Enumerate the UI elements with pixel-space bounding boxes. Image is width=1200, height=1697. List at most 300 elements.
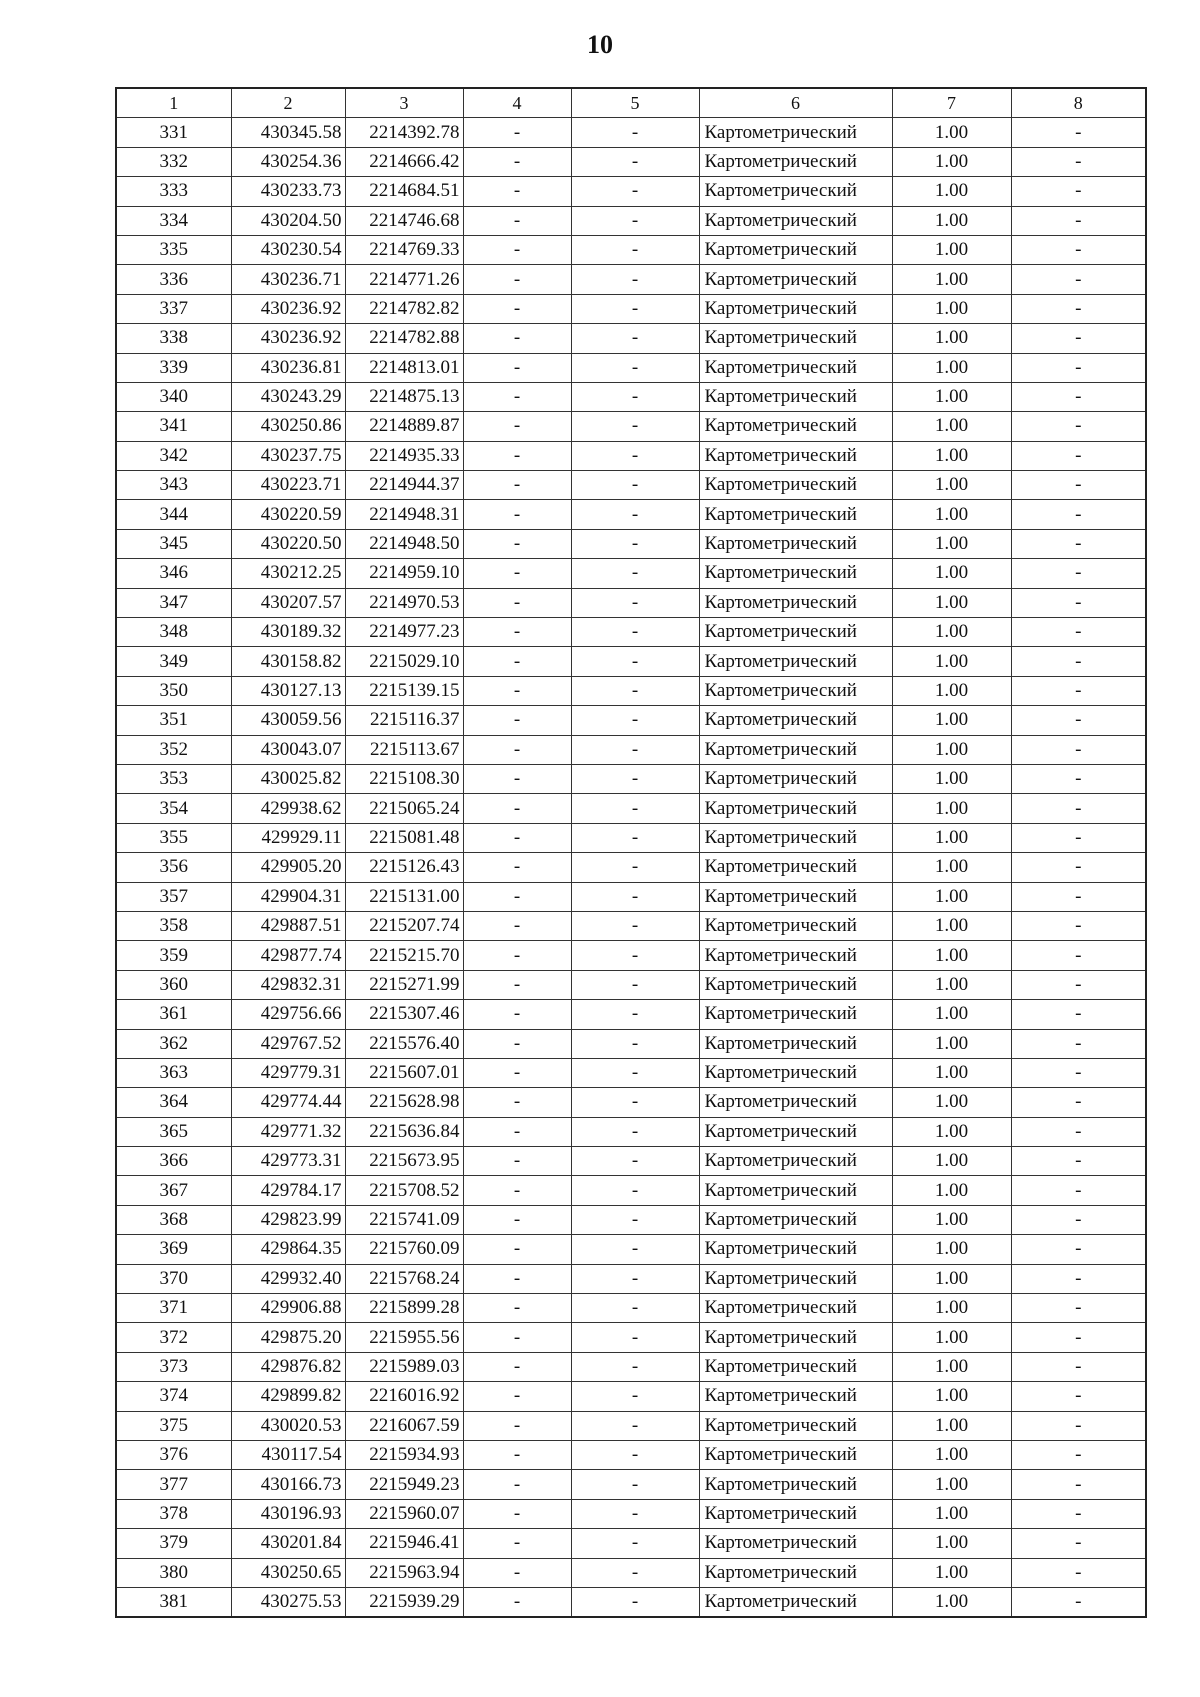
cell-y-coordinate: 2214944.37 <box>345 471 463 500</box>
cell-col-5: - <box>571 1294 699 1323</box>
cell-col-4: - <box>463 500 571 529</box>
cell-y-coordinate: 2214666.42 <box>345 147 463 176</box>
table-row <box>116 1323 1146 1352</box>
table-row <box>116 676 1146 705</box>
cell-point-number: 372 <box>116 1323 231 1352</box>
table-row <box>116 1411 1146 1440</box>
cell-x-coordinate: 429779.31 <box>231 1058 345 1087</box>
cell-method: Картометрический <box>699 1029 892 1058</box>
cell-accuracy: 1.00 <box>892 412 1011 441</box>
cell-col-8: - <box>1011 1235 1146 1264</box>
cell-col-5: - <box>571 559 699 588</box>
cell-point-number: 338 <box>116 324 231 353</box>
header-cell-method: 6 <box>699 88 892 118</box>
cell-point-number: 339 <box>116 353 231 382</box>
cell-accuracy: 1.00 <box>892 735 1011 764</box>
cell-y-coordinate: 2214977.23 <box>345 618 463 647</box>
cell-point-number: 369 <box>116 1235 231 1264</box>
cell-method: Картометрический <box>699 588 892 617</box>
table-row <box>116 1440 1146 1469</box>
cell-accuracy: 1.00 <box>892 559 1011 588</box>
cell-col-5: - <box>571 1058 699 1087</box>
cell-point-number: 368 <box>116 1205 231 1234</box>
cell-y-coordinate: 2214948.31 <box>345 500 463 529</box>
cell-col-8: - <box>1011 294 1146 323</box>
cell-method: Картометрический <box>699 324 892 353</box>
cell-y-coordinate: 2215939.29 <box>345 1587 463 1617</box>
cell-method: Картометрический <box>699 471 892 500</box>
cell-col-5: - <box>571 500 699 529</box>
cell-y-coordinate: 2215207.74 <box>345 911 463 940</box>
cell-col-8: - <box>1011 118 1146 147</box>
header-cell-col-4: 4 <box>463 88 571 118</box>
cell-col-8: - <box>1011 1352 1146 1381</box>
cell-accuracy: 1.00 <box>892 618 1011 647</box>
cell-point-number: 336 <box>116 265 231 294</box>
cell-x-coordinate: 429899.82 <box>231 1382 345 1411</box>
cell-col-8: - <box>1011 559 1146 588</box>
cell-col-5: - <box>571 853 699 882</box>
cell-col-8: - <box>1011 706 1146 735</box>
cell-col-5: - <box>571 147 699 176</box>
cell-y-coordinate: 2215934.93 <box>345 1440 463 1469</box>
cell-col-8: - <box>1011 794 1146 823</box>
table-row <box>116 1264 1146 1293</box>
cell-col-4: - <box>463 618 571 647</box>
cell-col-5: - <box>571 1264 699 1293</box>
cell-col-8: - <box>1011 147 1146 176</box>
cell-y-coordinate: 2215126.43 <box>345 853 463 882</box>
cell-col-5: - <box>571 618 699 647</box>
cell-x-coordinate: 429904.31 <box>231 882 345 911</box>
cell-method: Картометрический <box>699 441 892 470</box>
cell-col-4: - <box>463 1352 571 1381</box>
cell-col-5: - <box>571 1587 699 1617</box>
cell-method: Картометрический <box>699 1117 892 1146</box>
cell-col-5: - <box>571 294 699 323</box>
cell-x-coordinate: 429938.62 <box>231 794 345 823</box>
cell-x-coordinate: 430059.56 <box>231 706 345 735</box>
cell-y-coordinate: 2215963.94 <box>345 1558 463 1587</box>
cell-col-4: - <box>463 1499 571 1528</box>
table-row <box>116 177 1146 206</box>
cell-col-4: - <box>463 1587 571 1617</box>
cell-col-8: - <box>1011 1587 1146 1617</box>
table-row <box>116 1587 1146 1617</box>
table-row <box>116 294 1146 323</box>
cell-accuracy: 1.00 <box>892 882 1011 911</box>
table-row <box>116 911 1146 940</box>
cell-method: Картометрический <box>699 500 892 529</box>
cell-point-number: 347 <box>116 588 231 617</box>
cell-col-4: - <box>463 882 571 911</box>
cell-x-coordinate: 429832.31 <box>231 970 345 999</box>
cell-accuracy: 1.00 <box>892 118 1011 147</box>
cell-y-coordinate: 2215139.15 <box>345 676 463 705</box>
cell-method: Картометрический <box>699 676 892 705</box>
cell-y-coordinate: 2215955.56 <box>345 1323 463 1352</box>
cell-col-8: - <box>1011 382 1146 411</box>
cell-y-coordinate: 2215607.01 <box>345 1058 463 1087</box>
cell-col-8: - <box>1011 1029 1146 1058</box>
cell-col-4: - <box>463 1117 571 1146</box>
table-row <box>116 1176 1146 1205</box>
cell-x-coordinate: 429864.35 <box>231 1235 345 1264</box>
cell-col-4: - <box>463 353 571 382</box>
cell-x-coordinate: 430236.81 <box>231 353 345 382</box>
cell-y-coordinate: 2215113.67 <box>345 735 463 764</box>
cell-accuracy: 1.00 <box>892 1558 1011 1587</box>
cell-y-coordinate: 2214782.82 <box>345 294 463 323</box>
cell-x-coordinate: 430250.65 <box>231 1558 345 1587</box>
cell-x-coordinate: 430230.54 <box>231 235 345 264</box>
cell-y-coordinate: 2216067.59 <box>345 1411 463 1440</box>
cell-accuracy: 1.00 <box>892 1058 1011 1087</box>
cell-point-number: 332 <box>116 147 231 176</box>
cell-x-coordinate: 429877.74 <box>231 941 345 970</box>
cell-col-5: - <box>571 676 699 705</box>
cell-y-coordinate: 2215576.40 <box>345 1029 463 1058</box>
cell-col-4: - <box>463 471 571 500</box>
cell-accuracy: 1.00 <box>892 500 1011 529</box>
cell-x-coordinate: 430236.71 <box>231 265 345 294</box>
cell-point-number: 331 <box>116 118 231 147</box>
cell-accuracy: 1.00 <box>892 441 1011 470</box>
cell-col-5: - <box>571 1499 699 1528</box>
cell-col-5: - <box>571 1529 699 1558</box>
table-row <box>116 588 1146 617</box>
table-row <box>116 265 1146 294</box>
cell-x-coordinate: 430158.82 <box>231 647 345 676</box>
cell-method: Картометрический <box>699 412 892 441</box>
cell-method: Картометрический <box>699 1000 892 1029</box>
cell-y-coordinate: 2215949.23 <box>345 1470 463 1499</box>
table-row <box>116 353 1146 382</box>
cell-point-number: 370 <box>116 1264 231 1293</box>
cell-point-number: 358 <box>116 911 231 940</box>
cell-col-8: - <box>1011 1323 1146 1352</box>
cell-col-5: - <box>571 1352 699 1381</box>
cell-point-number: 363 <box>116 1058 231 1087</box>
cell-method: Картометрический <box>699 764 892 793</box>
table-header-row <box>116 88 1146 118</box>
cell-method: Картометрический <box>699 1235 892 1264</box>
cell-method: Картометрический <box>699 1352 892 1381</box>
cell-x-coordinate: 430204.50 <box>231 206 345 235</box>
cell-method: Картометрический <box>699 1176 892 1205</box>
table-row <box>116 735 1146 764</box>
cell-col-4: - <box>463 1176 571 1205</box>
cell-accuracy: 1.00 <box>892 970 1011 999</box>
cell-accuracy: 1.00 <box>892 265 1011 294</box>
cell-point-number: 354 <box>116 794 231 823</box>
cell-y-coordinate: 2215946.41 <box>345 1529 463 1558</box>
cell-point-number: 340 <box>116 382 231 411</box>
cell-col-5: - <box>571 1470 699 1499</box>
cell-y-coordinate: 2215960.07 <box>345 1499 463 1528</box>
cell-col-4: - <box>463 1205 571 1234</box>
cell-method: Картометрический <box>699 647 892 676</box>
cell-method: Картометрический <box>699 1558 892 1587</box>
cell-accuracy: 1.00 <box>892 1088 1011 1117</box>
cell-method: Картометрический <box>699 353 892 382</box>
cell-point-number: 366 <box>116 1147 231 1176</box>
cell-method: Картометрический <box>699 706 892 735</box>
cell-col-8: - <box>1011 911 1146 940</box>
cell-x-coordinate: 430223.71 <box>231 471 345 500</box>
cell-col-5: - <box>571 529 699 558</box>
cell-accuracy: 1.00 <box>892 1382 1011 1411</box>
table-row <box>116 1529 1146 1558</box>
cell-x-coordinate: 430345.58 <box>231 118 345 147</box>
cell-point-number: 359 <box>116 941 231 970</box>
cell-accuracy: 1.00 <box>892 177 1011 206</box>
cell-col-8: - <box>1011 529 1146 558</box>
cell-col-4: - <box>463 1440 571 1469</box>
cell-col-5: - <box>571 1147 699 1176</box>
cell-col-5: - <box>571 177 699 206</box>
cell-accuracy: 1.00 <box>892 1470 1011 1499</box>
cell-y-coordinate: 2214948.50 <box>345 529 463 558</box>
cell-point-number: 367 <box>116 1176 231 1205</box>
cell-col-8: - <box>1011 1529 1146 1558</box>
cell-col-8: - <box>1011 324 1146 353</box>
table-row <box>116 970 1146 999</box>
cell-x-coordinate: 430236.92 <box>231 294 345 323</box>
cell-col-8: - <box>1011 1205 1146 1234</box>
table-row <box>116 1058 1146 1087</box>
cell-col-5: - <box>571 1323 699 1352</box>
cell-col-5: - <box>571 324 699 353</box>
cell-col-4: - <box>463 1294 571 1323</box>
cell-col-5: - <box>571 1440 699 1469</box>
cell-accuracy: 1.00 <box>892 823 1011 852</box>
cell-col-4: - <box>463 706 571 735</box>
cell-accuracy: 1.00 <box>892 1000 1011 1029</box>
cell-col-8: - <box>1011 882 1146 911</box>
cell-col-8: - <box>1011 1117 1146 1146</box>
cell-col-4: - <box>463 1264 571 1293</box>
cell-accuracy: 1.00 <box>892 382 1011 411</box>
cell-point-number: 356 <box>116 853 231 882</box>
cell-y-coordinate: 2215116.37 <box>345 706 463 735</box>
cell-y-coordinate: 2214684.51 <box>345 177 463 206</box>
cell-col-5: - <box>571 911 699 940</box>
cell-accuracy: 1.00 <box>892 1587 1011 1617</box>
cell-x-coordinate: 429756.66 <box>231 1000 345 1029</box>
cell-method: Картометрический <box>699 529 892 558</box>
cell-y-coordinate: 2215628.98 <box>345 1088 463 1117</box>
cell-col-5: - <box>571 1411 699 1440</box>
cell-col-4: - <box>463 794 571 823</box>
cell-accuracy: 1.00 <box>892 1147 1011 1176</box>
cell-col-4: - <box>463 647 571 676</box>
cell-method: Картометрический <box>699 1382 892 1411</box>
cell-point-number: 380 <box>116 1558 231 1587</box>
cell-col-8: - <box>1011 970 1146 999</box>
cell-point-number: 341 <box>116 412 231 441</box>
cell-col-8: - <box>1011 1440 1146 1469</box>
table-row <box>116 1205 1146 1234</box>
table-row <box>116 324 1146 353</box>
cell-col-8: - <box>1011 676 1146 705</box>
table-row <box>116 882 1146 911</box>
table-row <box>116 118 1146 147</box>
cell-col-5: - <box>571 970 699 999</box>
cell-method: Картометрический <box>699 1411 892 1440</box>
cell-accuracy: 1.00 <box>892 529 1011 558</box>
cell-x-coordinate: 429823.99 <box>231 1205 345 1234</box>
cell-method: Картометрический <box>699 1147 892 1176</box>
table-row <box>116 441 1146 470</box>
table-row <box>116 1147 1146 1176</box>
cell-method: Картометрический <box>699 1088 892 1117</box>
cell-col-8: - <box>1011 1382 1146 1411</box>
cell-point-number: 346 <box>116 559 231 588</box>
cell-x-coordinate: 430201.84 <box>231 1529 345 1558</box>
cell-method: Картометрический <box>699 1264 892 1293</box>
cell-col-4: - <box>463 412 571 441</box>
cell-col-4: - <box>463 1558 571 1587</box>
cell-point-number: 364 <box>116 1088 231 1117</box>
table-row <box>116 618 1146 647</box>
table-row <box>116 1000 1146 1029</box>
cell-col-8: - <box>1011 1411 1146 1440</box>
cell-col-5: - <box>571 647 699 676</box>
cell-col-4: - <box>463 1382 571 1411</box>
cell-col-4: - <box>463 588 571 617</box>
cell-col-8: - <box>1011 500 1146 529</box>
cell-col-8: - <box>1011 618 1146 647</box>
cell-point-number: 343 <box>116 471 231 500</box>
table-row <box>116 471 1146 500</box>
cell-accuracy: 1.00 <box>892 1411 1011 1440</box>
cell-x-coordinate: 430117.54 <box>231 1440 345 1469</box>
cell-y-coordinate: 2215131.00 <box>345 882 463 911</box>
cell-col-8: - <box>1011 353 1146 382</box>
cell-y-coordinate: 2215271.99 <box>345 970 463 999</box>
cell-col-5: - <box>571 764 699 793</box>
cell-accuracy: 1.00 <box>892 588 1011 617</box>
cell-point-number: 353 <box>116 764 231 793</box>
cell-x-coordinate: 430236.92 <box>231 324 345 353</box>
table-row <box>116 1294 1146 1323</box>
cell-col-8: - <box>1011 941 1146 970</box>
cell-y-coordinate: 2214959.10 <box>345 559 463 588</box>
cell-method: Картометрический <box>699 1529 892 1558</box>
cell-x-coordinate: 430166.73 <box>231 1470 345 1499</box>
header-cell-y-coordinate: 3 <box>345 88 463 118</box>
cell-y-coordinate: 2215108.30 <box>345 764 463 793</box>
cell-col-5: - <box>571 412 699 441</box>
cell-y-coordinate: 2214889.87 <box>345 412 463 441</box>
header-cell-col-8: 8 <box>1011 88 1146 118</box>
table-row <box>116 1117 1146 1146</box>
table-body <box>116 88 1146 1617</box>
cell-x-coordinate: 430250.86 <box>231 412 345 441</box>
cell-x-coordinate: 429875.20 <box>231 1323 345 1352</box>
header-cell-accuracy: 7 <box>892 88 1011 118</box>
cell-col-8: - <box>1011 1264 1146 1293</box>
cell-point-number: 351 <box>116 706 231 735</box>
table-row <box>116 1470 1146 1499</box>
cell-method: Картометрический <box>699 382 892 411</box>
cell-col-8: - <box>1011 177 1146 206</box>
cell-col-8: - <box>1011 853 1146 882</box>
table-row <box>116 206 1146 235</box>
header-cell-x-coordinate: 2 <box>231 88 345 118</box>
cell-accuracy: 1.00 <box>892 1264 1011 1293</box>
cell-accuracy: 1.00 <box>892 1294 1011 1323</box>
cell-accuracy: 1.00 <box>892 794 1011 823</box>
cell-point-number: 375 <box>116 1411 231 1440</box>
cell-x-coordinate: 430254.36 <box>231 147 345 176</box>
cell-col-4: - <box>463 147 571 176</box>
cell-col-5: - <box>571 1117 699 1146</box>
cell-x-coordinate: 430025.82 <box>231 764 345 793</box>
table-row <box>116 559 1146 588</box>
cell-col-4: - <box>463 941 571 970</box>
cell-accuracy: 1.00 <box>892 353 1011 382</box>
cell-y-coordinate: 2214746.68 <box>345 206 463 235</box>
cell-y-coordinate: 2214970.53 <box>345 588 463 617</box>
cell-x-coordinate: 430196.93 <box>231 1499 345 1528</box>
cell-method: Картометрический <box>699 1499 892 1528</box>
cell-col-4: - <box>463 1088 571 1117</box>
cell-col-8: - <box>1011 764 1146 793</box>
cell-x-coordinate: 430243.29 <box>231 382 345 411</box>
cell-accuracy: 1.00 <box>892 941 1011 970</box>
cell-col-4: - <box>463 559 571 588</box>
cell-y-coordinate: 2215636.84 <box>345 1117 463 1146</box>
cell-col-8: - <box>1011 1294 1146 1323</box>
cell-method: Картометрический <box>699 1058 892 1087</box>
cell-y-coordinate: 2215215.70 <box>345 941 463 970</box>
cell-accuracy: 1.00 <box>892 706 1011 735</box>
cell-accuracy: 1.00 <box>892 1235 1011 1264</box>
cell-col-4: - <box>463 382 571 411</box>
cell-x-coordinate: 429774.44 <box>231 1088 345 1117</box>
cell-point-number: 342 <box>116 441 231 470</box>
cell-y-coordinate: 2214782.88 <box>345 324 463 353</box>
cell-col-8: - <box>1011 735 1146 764</box>
cell-y-coordinate: 2215065.24 <box>345 794 463 823</box>
cell-col-8: - <box>1011 823 1146 852</box>
table-row <box>116 1352 1146 1381</box>
cell-x-coordinate: 429771.32 <box>231 1117 345 1146</box>
header-cell-point-number: 1 <box>116 88 231 118</box>
table-row <box>116 1235 1146 1264</box>
cell-x-coordinate: 430220.50 <box>231 529 345 558</box>
cell-col-5: - <box>571 1176 699 1205</box>
cell-method: Картометрический <box>699 559 892 588</box>
cell-x-coordinate: 429876.82 <box>231 1352 345 1381</box>
cell-col-4: - <box>463 676 571 705</box>
cell-point-number: 360 <box>116 970 231 999</box>
cell-col-4: - <box>463 177 571 206</box>
cell-accuracy: 1.00 <box>892 853 1011 882</box>
cell-method: Картометрический <box>699 1323 892 1352</box>
table-row <box>116 1088 1146 1117</box>
cell-col-5: - <box>571 823 699 852</box>
cell-col-5: - <box>571 353 699 382</box>
cell-point-number: 344 <box>116 500 231 529</box>
cell-col-4: - <box>463 1029 571 1058</box>
cell-col-5: - <box>571 1382 699 1411</box>
cell-col-5: - <box>571 735 699 764</box>
cell-col-4: - <box>463 441 571 470</box>
cell-y-coordinate: 2214935.33 <box>345 441 463 470</box>
